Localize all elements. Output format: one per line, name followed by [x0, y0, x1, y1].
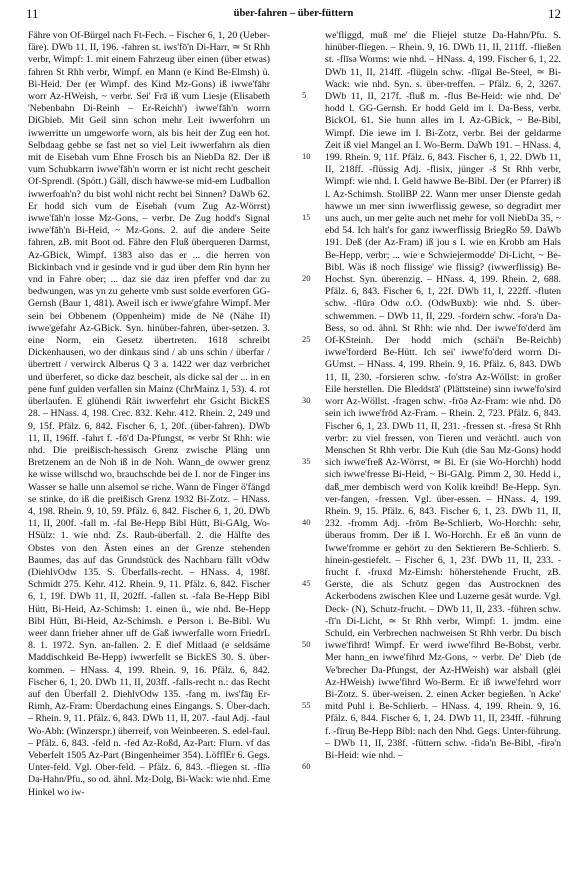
line-number: 35	[302, 456, 311, 466]
line-number: 25	[302, 334, 311, 344]
line-number: 5	[302, 90, 307, 100]
line-number: 50	[302, 639, 311, 649]
left-column-number: 11	[26, 6, 39, 21]
line-number: 10	[302, 151, 311, 161]
line-number: 60	[302, 761, 311, 771]
left-text-column	[28, 30, 270, 870]
right-text-column	[325, 30, 561, 870]
line-number: 20	[302, 273, 311, 283]
line-number: 15	[302, 212, 311, 222]
line-number: 55	[302, 700, 311, 710]
line-number: 30	[302, 395, 311, 405]
line-number: 40	[302, 517, 311, 527]
left-column-text: Fähre von Of-Bürgel nach Ft-Fech. – Fischer 6, 1, 20 (Ueber-färe). DWb 11, II, 196. -fahren st. iws'fō'n Di-Harr, ≃ St Rhh verbr, Wimpf: 1. mit einem Fahrzeug über einen (über etwas) fahren St Rhh verbr, Wimpf. en Mann (e Kind Be-Elmsh) ü. Bi-Heid. Der (er Wimpf. des Kind Mz-Gons) iß iwwe'fāhr worr Az-HWeish, ~ verbr. Sei' Frā iß vum Liesje (Elisabeth 'Nebenbahn Di-Reinh – Er-Reichh') iwwe'fāh'n worrn DiGbieb. Mit Geil sinn schon mehr Leit iwwerfohrn un iwwerritte un umgeworfe worn, als bis heit der Zug een hot. Selbdaag gebbe se fast net so viel Leit iwwerfahrn als dien mit de Eisebah vum Ehne Frosch bis an NiebDa 82. Der iß vum Schubkarrn iwwe'fāh'n worrn er ist nicht recht gescheit Of-Sprendl. (Spött.) Gäll, disch hawwe-se mid-em Ludballon iwwerfoah'n? du bist wohl nicht recht bei Sinnen? DaWb 62. Er hodd sich vum de Eisebah (vum Zug Az-Wörrst) iwwe'fāh'n losse Mz-Gons, – verbr. De Zug hodd's Signal iwwe'fāh'n Bi-Heid, ~ Mz-Gons. 2. auf die andere Seite fahren, zB. mit Boot od. Fähre den Fluß überqueren Darmst, Az-GBick, Wimpf. 1383 also das er ... die herren von Bickinbach vnd ir gesinde vnd ir gud über dem Rin hynn her vnd in Fahre ober; ... daz sie daz iren pfeffer vnd dar zu bedwungen, was yn zu geherte vmb sust solde everforen GG-Gernsh (Baur 1, 481). Aweil isch er iwwe'gfahre Wimpf. Mer sein bei Obbenem (Oppenheim) mide de Nē (Nähe II) iwwe'gefahr Az-GBick. Syn. hinüber-fahren, über-setzen. 3. eine Norm, ein Gesetz übertreten. 1618 schreibt Dickenhausen, wo der dinkaus sind / ab uns schin / überfar / übertrett / verwirck Alberus Q 3 a. 1422 wer daz verbrichet und überferet, so dicke daz bescheit, als dicke sal der ... in en pene funf gulden verfallen sin Mainz (ChrMainz 1, 53). 4. rot überlaufen. E glühendi Räit iwwerfehrt ehr Gsicht BickES 28. – HNass. 4, 198. Crec. 832. Kehr. 412. Rhein. 2, 249 und 9, 15f. Pfälz. 6, 842. Fischer 6, 1, 20f. (über-fahren). DWb 11, II, 196ff. -fahrt f. -fō'd Da-Pfungst, ≃ verbr St Rhh: wie nhd. Die preißisch-hessisch Grenz zwische Pläng unn Bretzenem an de Noh iß in de Noh. Wann_de owwer grenz ke wisse willschd wo, brauchschde bei de I. nor de Finger ins Wasser se halle unn alsemol se riche. Wann de Finger ö'fängd se stinke, do iß die preißisch Grenz 1932 Bi-Zotz. – HNass. 4, 198. Rhein. 9, 10, 59. Pfälz. 6, 842. Fischer 6, 1, 20. DWb 11, II, 200f. -fall m. -fal Be-Hepp Bibl Hütt, Bi-GAlg, Wo-HSülz: 1. wie nhd. Zs. Raub-überfall. 2. die Hälfte des Obstes von den Ästen eines an der Grenze stehenden Baumes, das auf das Grundstück des Nachbarn fällt vOdw (DiehlvOdw 135. S. Überfalls-recht. – HNass. 4, 198f. Schmidt 275. Kehr. 412. Rhein. 9, 11. Pfälz. 6, 842. Fischer 6, 1, 19f. DWb 11, II, 202ff. -fallen st. -falə Be-Hepp Bibl Hütt, Bi-Heid, Az-Schimsh: 1. einen ü., wie nhd. Be-Hepp Bibl Hütt, Bi-Heid, Az-Schimsh. e Person i. Be-Bibl. Wu weer dann frieher ahner uff de Gaß iwwerfalle worn FriedrL 8. 1. 1972. Syn. an-fallen. 2. E dief Mitlaad (e seldsäme Maddischkeid Be-Hepp) iwwerfellt se BickES 30. S. über-kommen. – HNass. 4, 199. Rhein. 9, 16. Pfälz. 6, 842. Fischer 6, 1, 20. DWb 11, II, 203ff. -falls-recht n.: das Recht auf den Überfall 2. DiehlvOdw 135. -fang m. iws'fāŋ Er-Rimh, Az-Fram: Überdachung eines Eingangs. S. Über-dach. – Rhein. 9, 11. Pfälz. 6, 843. DWb 11, II, 207. -faul Adj. -faul Wo-Abh: (Winzerspr.) überreif, von Weinbeeren. S. edel-faul. – Pfälz. 6, 843. -feld n. -fed Az-Roßd, Az-Part: Flurn. vf das Veberfelt 1505 Az-Part (Bingenheimer 354). LöfflEr 6. Gegs. Unter-feld. Vgl. Ober-feld. – Pfälz. 6, 843. -fliegen st. -flīə Da-Hahn/Pfu., so od. ähnl. Mz-Dolg, Bi-Wack: wie nhd. Eme Hinkel wo iw-	[28, 30, 270, 798]
right-column-number: 12	[548, 6, 561, 21]
line-number: 45	[302, 578, 311, 588]
running-head: über-fahren – über-füttern	[233, 8, 354, 19]
right-column-text: we'fliggd, muß me' die Fliejel stutze Da-Hahn/Pfu. S. hinüber-fliegen. – Rhein. 9, 16. DWb 11, II, 211ff. -fließen st. -flīsə Worms: wie nhd. – HNass. 4, 199. Fischer 6, 1, 22. DWb 11, II, 214ff. -flügeln schw. -flīgəl Be-Steel, ≃ Bi-Wack: wie nhd. Syn. s. über-treffen. – Pfälz. 6, 2, 3267. DWb 11, II, 217f. -fluß m. -flus Be-Heid: wie nhd. De' hodd l. GG-Gernsh. Er hodd Geld im l. Da-Bess, verbr. BickOL 61. Sie hunn alles im I. Az-GBick, ~ Be-Bibl, Wimpf. Die iewe im I. Bi-Zotz, verbr. Bei der geldarme Zeit iß viel Mangel an I. Wo-Berm. DaWb 191. – HNass. 4, 199. Rhein. 9, 11f. Pfälz. 6, 843. Fischer 6, 1, 22. DWb 11, II, 218ff. -flüssig Adj. -flisix, jünger -š St Rhh verbr, Wimpf: wie nhd. I. Geld hawwe Be-Bibl. Der (er Pfarrer) iß l. Az-Schimsh. StollBP 22. Wann mer unser Dienste gedah hawwe un mer sinn iwwerflissig gewese, so degradirt mer uns auch, un mer gelte auch net mehr for voll NiebDa 35, ~ ebd 54. Ich halt's for ganz iwwerflissig BriegRo 59. DaWb 191. Deß (der Az-Fram) iß jou s I. wie en Krobb am Hals Be-Hepp, verbr; ... wie e Schwiejermodde' Di-Licht, ~ Be-Bibl. Wäs iß noch flissige' wie flissig? (iwwerflissig) Be-Hochst. Syn. überenzig. – HNass. 4, 199. Rhein. 2, 688. Pfälz. 6, 843. Fischer 6, 1, 22f. DWb 11, I, 222ff. -fluten schw. -flūrə Odw o.O. (OdwBuxb): wie nhd. S. über-schwemmen. – DWb 11, II, 229. -fordern schw. -forə'n Da-Bess, so od. ähnl. St Rhh: wie nhd. Der iwwe'fo'derd äm Of-KSteinh. Der hodd mich (schäi'n Be-Reichb) iwwe'forderd Be-Hütt. Ich sei' iwwe'fo'derd worrn Di-GUmst. – HNass. 4, 199. Rhein. 9, 16. Pfälz. 6, 843. DWb 11, II, 230. -forsieren schw. -fo'strə Az-Wöllst: in großer Eile herstellen. Die Bleddstā' (Plättsteine) sinn iwwe'fo'sird worr Az-Wöllst. -fragen schw. -frōə Az-Fram: wie nhd. Dō sein ich iwwe'frōd Az-Fram. – Rhein. 2, 723. Pfälz. 6, 843. Fischer 6, 1, 23. DWb 11, II, 231. -fressen st. -fresə St Rhh verbr: zu viel fressen, von Tieren und verächtl. auch von Menschen St Rhh verbr. Die Kuh (die Sau Mz-Gons) hodd sich iwwe'freß Az-Wörrst, ≃ Bi. Er (sie Wo-Horchh) hodd sich iwwe'fresse Bi-Heid, ~ Bi-GAlg. Pimm 2, 30. Hedd i., daß_mer dembisch werd von Kolik kreihd! Be-Hepp. Syn. ver-fangen, -fressen. Vgl. über-essen. – HNass. 4, 199. Rhein. 9, 15. Pfälz. 6, 843. Fischer 6, 1, 23. DWb 11, II, 232. -fromm Adj. -frōm Be-Schlierb, Wo-Horchh: sehr, überaus fromm. Der iß I. Wo-Horchh. Er eß ān vunn de Iwwe'fromme er gehört zu den Sektierern Be-Schlierb. S. hinein-gestiefelt. – Fischer 6, 1, 23f. DWb 11, II, 233. -frucht f. -fruxd Mz-Eimsh: höherstehende Frucht, zB. Gerste, die als Schutz gegen das Austrocknen des Ackerbodens zwischen Klee und Luzerne gesät wurde. Vgl. Deck- (N), Schutz-frucht. – DWb 11, II, 233. -führen schw. -fī'n Di-Licht, ≃ St Rhh verbr, Wimpf: 1. jmdm. eine Schuld, ein Verbrechen nachweisen St Rhh verbr. Du bisch iwwe'fihrd! Wimpf. Er werd iwwe'fihrd Be-Bobst, verbr. Mer hann_en iwwe'fihrd Mz-Gons, ~ verbr. De' Dieb (de Ve'brecher Da-Pfungst, der Az-HWeish) war alsball (glei Az-HWeish) iwwe'fihrd Wo-Berm. Er iß iwwe'fehrd worr Bi-Zotz. S. über-weisen. 2. einen Acker begießen. 'n Acke' mitd Puhl i. Be-Schlierb. – HNass. 4, 199. Rhein. 9, 16. Pfälz. 6, 844. Fischer 6, 1, 24. DWb 11, II, 234ff. -führung f. -fīruŋ Be-Hepp Bibl: nach den Nhd. Gegs. Unter-führung. – DWb 11, II, 238f. -füttern schw. -fidə'n Be-Bibl, -firə'n Bi-Heid: wie nhd. –	[325, 30, 561, 761]
